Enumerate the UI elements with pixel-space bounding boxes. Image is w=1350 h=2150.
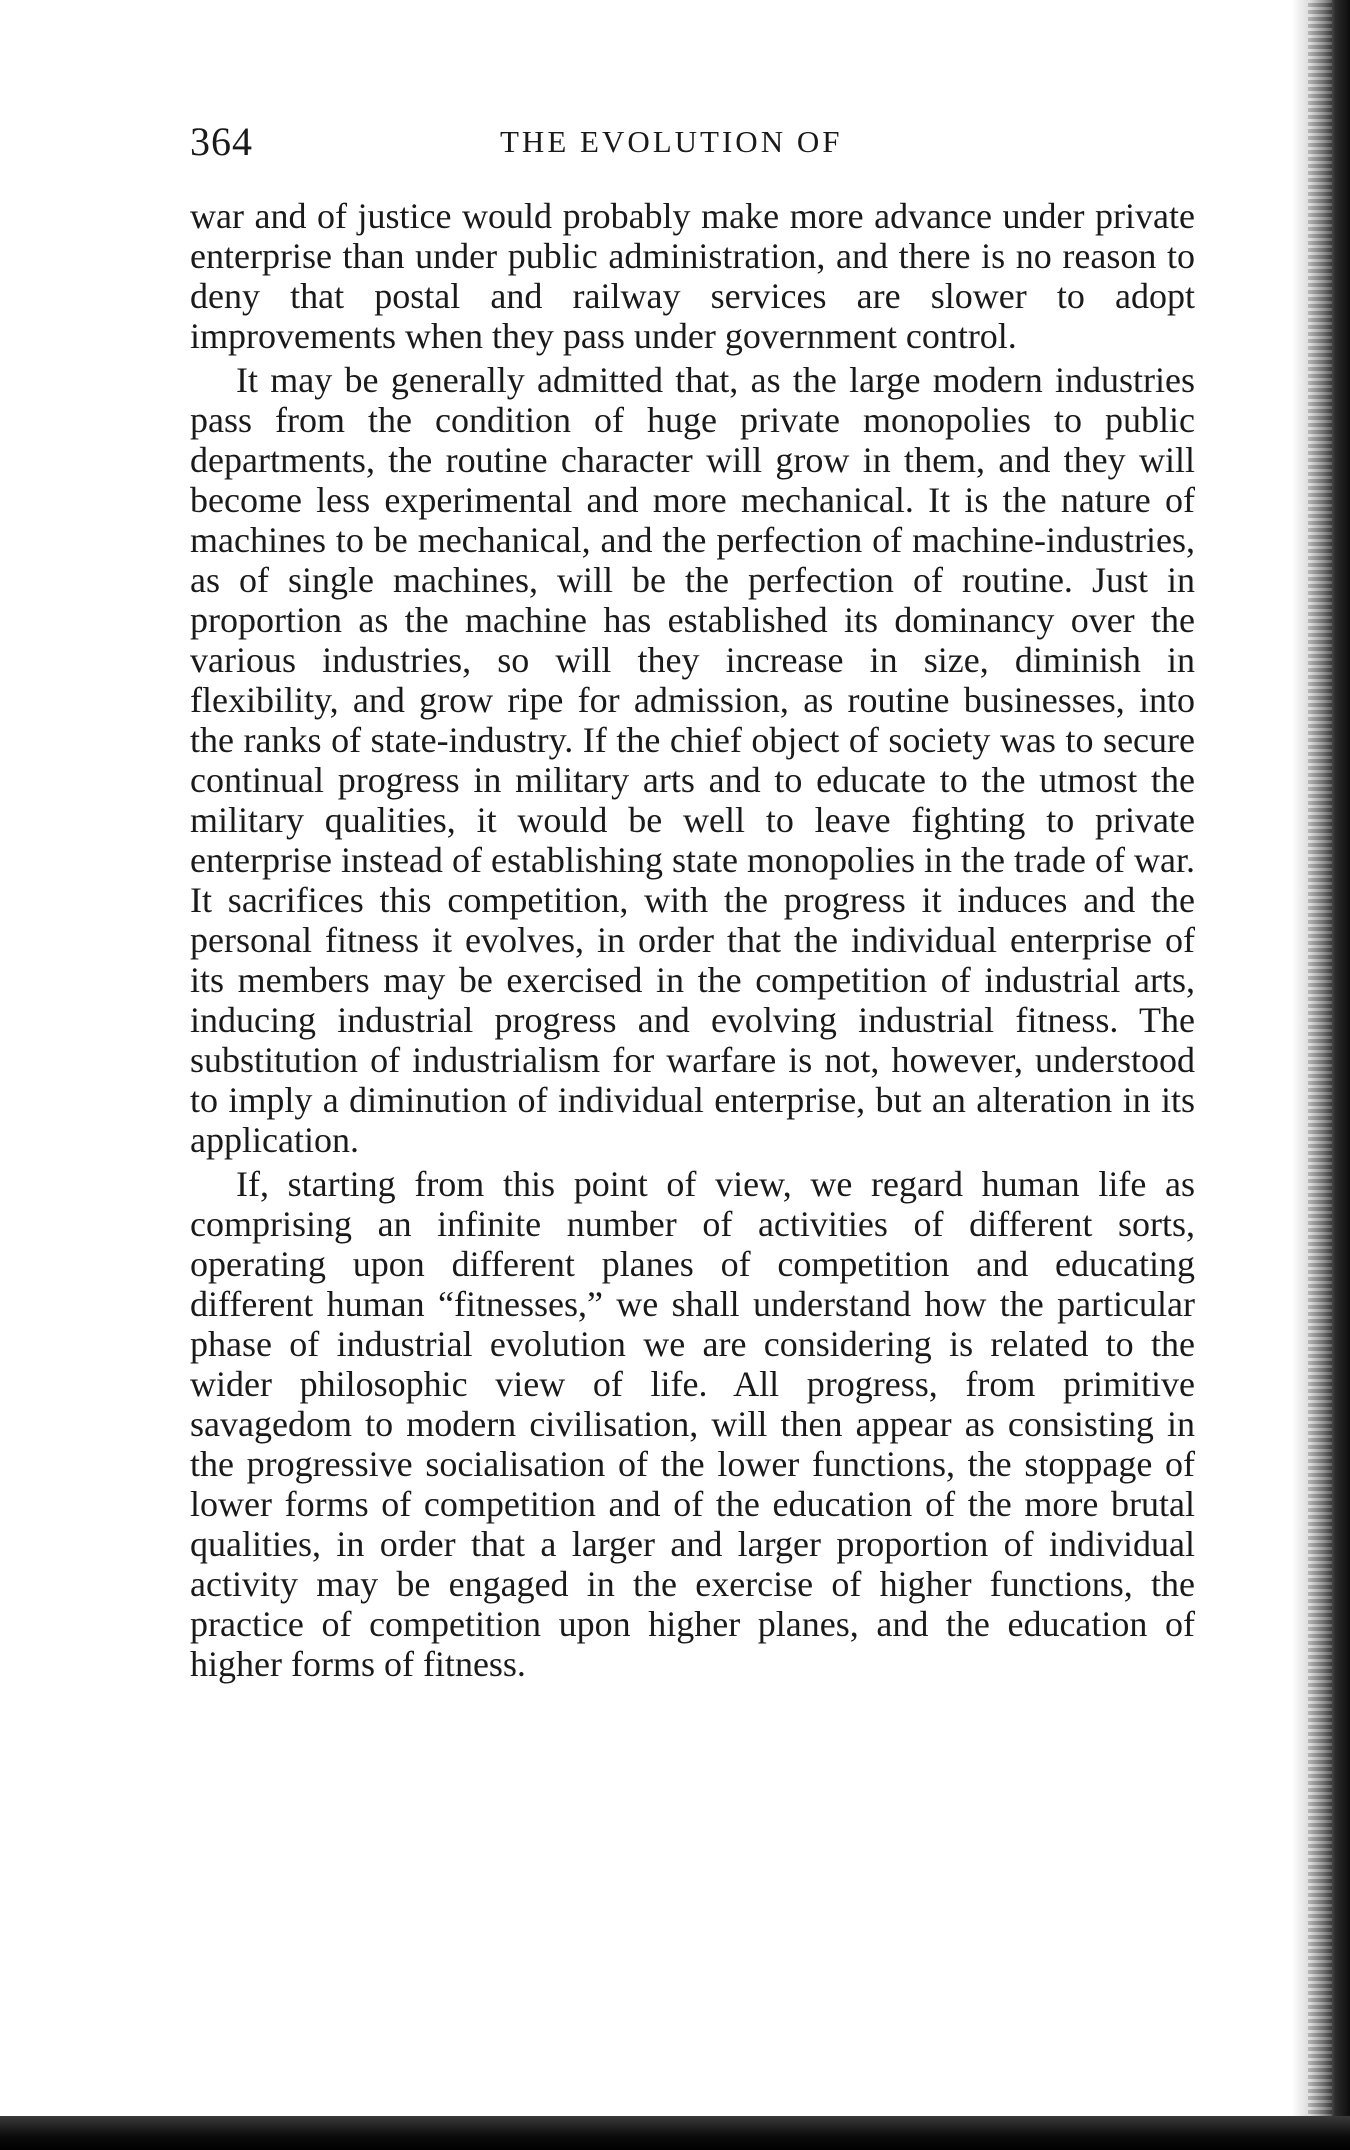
paragraph-machine-routine: It may be generally admitted that, as the large modern industries pass from the condition of huge private monopolies to public departments, the routine character will grow in them, and they will become less experimental and more mechanical. It is the nature of machines to be mechanical, and the perfection of machine-industries, as of single machines, will be the perfection of routine. Just in proportion as the machine has established its dominancy over the various industries, so will they increase in size, diminish in flexibility, and grow ripe for admission, as routine businesses, into the ranks of state-industry. If the chief object of society was to secure continual progress in military arts and to educate to the utmost the military qualities, it would be well to leave fighting to private enterprise instead of establishing state monopolies in the trade of war. It sacrifices this competition, with the progress it induces and the personal fitness it evolves, in order that the individual enterprise of its members may be exercised in the competition of industrial arts, inducing industrial progress and evolving industrial fitness. The substitution of industrialism for warfare is not, however, understood to imply a diminution of individual enterprise, but an alteration in its application. xyxy=(190,360,1195,1160)
paragraph-continued: war and of justice would probably make more advance under private enterprise than under public administration, and there is no reason to deny that postal and railway services are slower to adopt improvements when they pass under government control. xyxy=(190,196,1195,356)
page-number: 364 xyxy=(190,119,253,164)
page-header xyxy=(190,118,1195,168)
body-text xyxy=(190,196,1195,1684)
page-bottom-edge xyxy=(0,2116,1350,2150)
binding-gutter-texture xyxy=(1308,0,1332,2150)
running-head: THE EVOLUTION OF xyxy=(500,124,843,159)
paragraph-human-life: If, starting from this point of view, we regard human life as comprising an infinite number of activities of different sorts, operating upon different planes of competition and educating different human “fitnesses,” we shall understand how the particular phase of industrial evolution we are considering is related to the wider philosophic view of life. All progress, from primitive savagedom to modern civilisation, will then appear as consisting in the progressive socialisation of the lower functions, the stoppage of lower forms of competition and of the education of the more brutal qualities, in order that a larger and larger proportion of individual activity may be engaged in the exercise of higher functions, the practice of competition upon higher planes, and the education of higher forms of fitness. xyxy=(190,1164,1195,1684)
